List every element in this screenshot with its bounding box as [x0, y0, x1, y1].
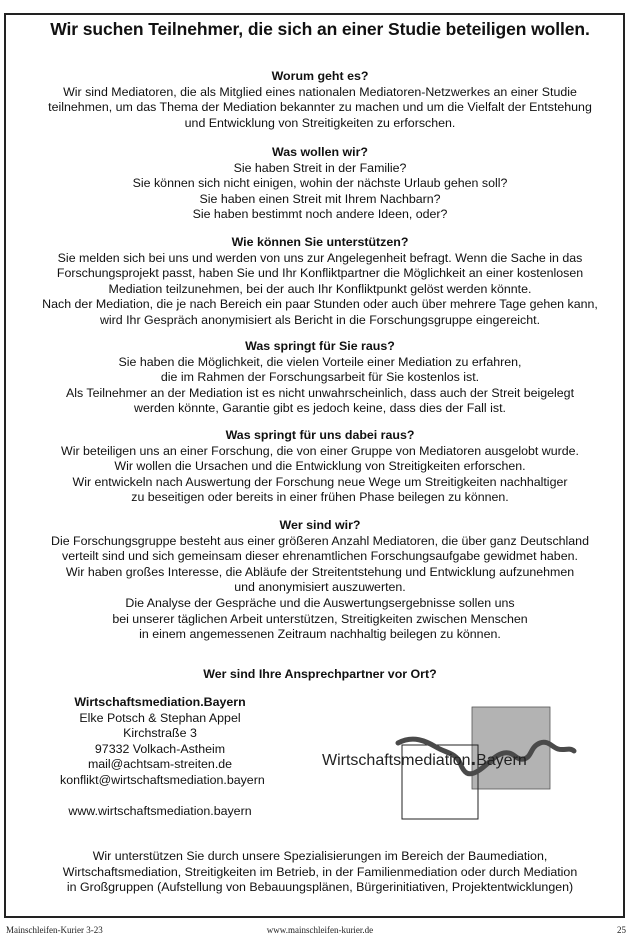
text-line: Sie haben die Möglichkeit, die vielen Vorteile einer Mediation zu erfahren,	[118, 354, 522, 369]
contact-heading-block	[0, 667, 640, 683]
logo-grey-square	[472, 707, 550, 789]
text-line: teilnehmen, um das Thema der Mediation bekannter zu machen und um die Vielfalt der Entstehung	[48, 100, 592, 115]
section-worum	[0, 69, 640, 131]
text-line: Sie melden sich bei uns und werden von uns zur Angelegenheit befragt. Wenn die Sache in das	[57, 250, 583, 265]
contact-city: 97332 Volkach-Astheim	[94, 741, 226, 756]
contact-website[interactable]: www.wirtschaftsmediation.bayern	[68, 804, 252, 819]
page-title: Wir suchen Teilnehmer, die sich an einer Studie beteiligen wollen.	[50, 19, 590, 39]
footer-publication: Mainschleifen-Kurier 3-23	[6, 925, 103, 935]
text-line: Nach der Mediation, die je nach Bereich ein paar Stunden oder auch über mehrere Tage gehen kann,	[42, 297, 598, 312]
footer-url[interactable]: www.mainschleifen-kurier.de	[266, 925, 374, 935]
section-fuer-uns	[0, 428, 640, 506]
text-line: Wir unterstützen Sie durch unsere Spezialisierungen im Bereich der Baumediation,	[92, 849, 548, 863]
contact-street: Kirchstraße 3	[123, 726, 197, 741]
text-line: in Großgruppen (Aufstellung von Bebauungsplänen, Bürgerinitiativen, Projektentwicklungen)	[66, 880, 574, 895]
page-footer	[0, 925, 640, 939]
text-line: Wir wollen die Ursachen und die Entwicklung von Streitigkeiten erforschen.	[114, 459, 526, 474]
section-unterstuetzen	[0, 235, 640, 329]
text-line: Sie können sich nicht einigen, wohin der nächste Urlaub gehen soll?	[132, 176, 508, 191]
text-line: Wir haben großes Interesse, die Abläufe der Streitentstehung und Entwicklung aufzunehmen	[65, 564, 575, 579]
text-line: Forschungsprojekt passt, haben Sie und Ihr Konfliktpartner die Möglichkeit an einer kostenlosen	[56, 266, 584, 281]
contact-email[interactable]: konflikt@wirtschaftsmediation.bayern	[60, 772, 265, 787]
section-heading: Wer sind wir?	[279, 518, 361, 532]
page-number: 25	[617, 925, 626, 935]
text-line: wird Ihr Gespräch anonymisiert als Bericht in die Forschungsgruppe eingereicht.	[99, 312, 541, 327]
text-line: Die Forschungsgruppe besteht aus einer größeren Anzahl Mediatoren, die über ganz Deutschland	[51, 533, 589, 548]
company-logo	[318, 703, 590, 833]
logo-text: Wirtschaftsmediation.Bayern	[322, 748, 527, 770]
text-line: Sie haben bestimmt noch andere Ideen, oder?	[192, 207, 448, 222]
text-line: bei unserer täglichen Arbeit unterstützen, Streitigkeiten zwischen Menschen	[112, 611, 528, 626]
text-line: Wirtschaftsmediation, Streitigkeiten im Betrieb, in der Familienmediation oder durch Mediation	[62, 864, 578, 879]
text-line: Als Teilnehmer an der Mediation ist es nicht unwahrscheinlich, dass auch der Streit beigelegt	[65, 385, 575, 400]
section-was-wollen	[0, 145, 640, 223]
text-line: in einem angemessenen Zeitraum nachhaltig beilegen zu können.	[139, 627, 501, 642]
text-line: Wir entwickeln nach Auswertung der Forschung neue Wege um Streitigkeiten nachhaltiger	[72, 474, 568, 489]
section-heading: Wie können Sie unterstützen?	[231, 235, 409, 249]
contact-org: Wirtschaftsmediation.Bayern	[74, 695, 246, 709]
text-line: und Entwicklung von Streitigkeiten zu erforschen.	[184, 115, 456, 130]
text-line: Wir beteiligen uns an einer Forschung, die von einer Gruppe von Mediatoren ausgelobt wurde.	[61, 443, 579, 458]
text-line: die im Rahmen der Forschungsarbeit für Sie kostenlos ist.	[160, 370, 480, 385]
closing-text	[0, 849, 640, 896]
section-heading: Was springt für Sie raus?	[245, 339, 395, 353]
logo-graphic	[318, 703, 590, 833]
section-heading: Worum geht es?	[271, 69, 369, 83]
section-fuer-sie	[0, 339, 640, 417]
text-line: Mediation teilzunehmen, bei der auch Ihr Konfliktpunkt gelöst werden könnte.	[108, 281, 532, 296]
contact-names: Elke Potsch & Stephan Appel	[79, 710, 241, 725]
section-heading: Was wollen wir?	[272, 145, 368, 159]
text-line: Die Analyse der Gespräche und die Auswertungsergebnisse sollen uns	[125, 595, 515, 610]
text-line: zu beseitigen oder bereits in einer frühen Phase beilegen zu können.	[131, 490, 509, 505]
text-line: verteilt sind und sich gemeinsam dieser ehrenamtlichen Forschungsaufgabe gewidmet haben.	[62, 549, 578, 564]
text-line: werden könnte, Garantie gibt es jedoch keine, dass dies der Fall ist.	[134, 401, 506, 416]
contact-heading: Wer sind Ihre Ansprechpartner vor Ort?	[203, 667, 437, 681]
text-line: Sie haben Streit in der Familie?	[233, 160, 407, 175]
text-line: Sie haben einen Streit mit Ihrem Nachbarn?	[199, 191, 441, 206]
contact-block	[60, 695, 265, 820]
section-heading: Was springt für uns dabei raus?	[225, 428, 415, 442]
text-line: und anonymisiert auszuwerten.	[234, 580, 406, 595]
text-line: Wir sind Mediatoren, die als Mitglied eines nationalen Mediatoren-Netzwerkes an einer Studie	[63, 84, 577, 99]
contact-email[interactable]: mail@achtsam-streiten.de	[87, 757, 233, 772]
section-wer-sind-wir	[0, 518, 640, 643]
